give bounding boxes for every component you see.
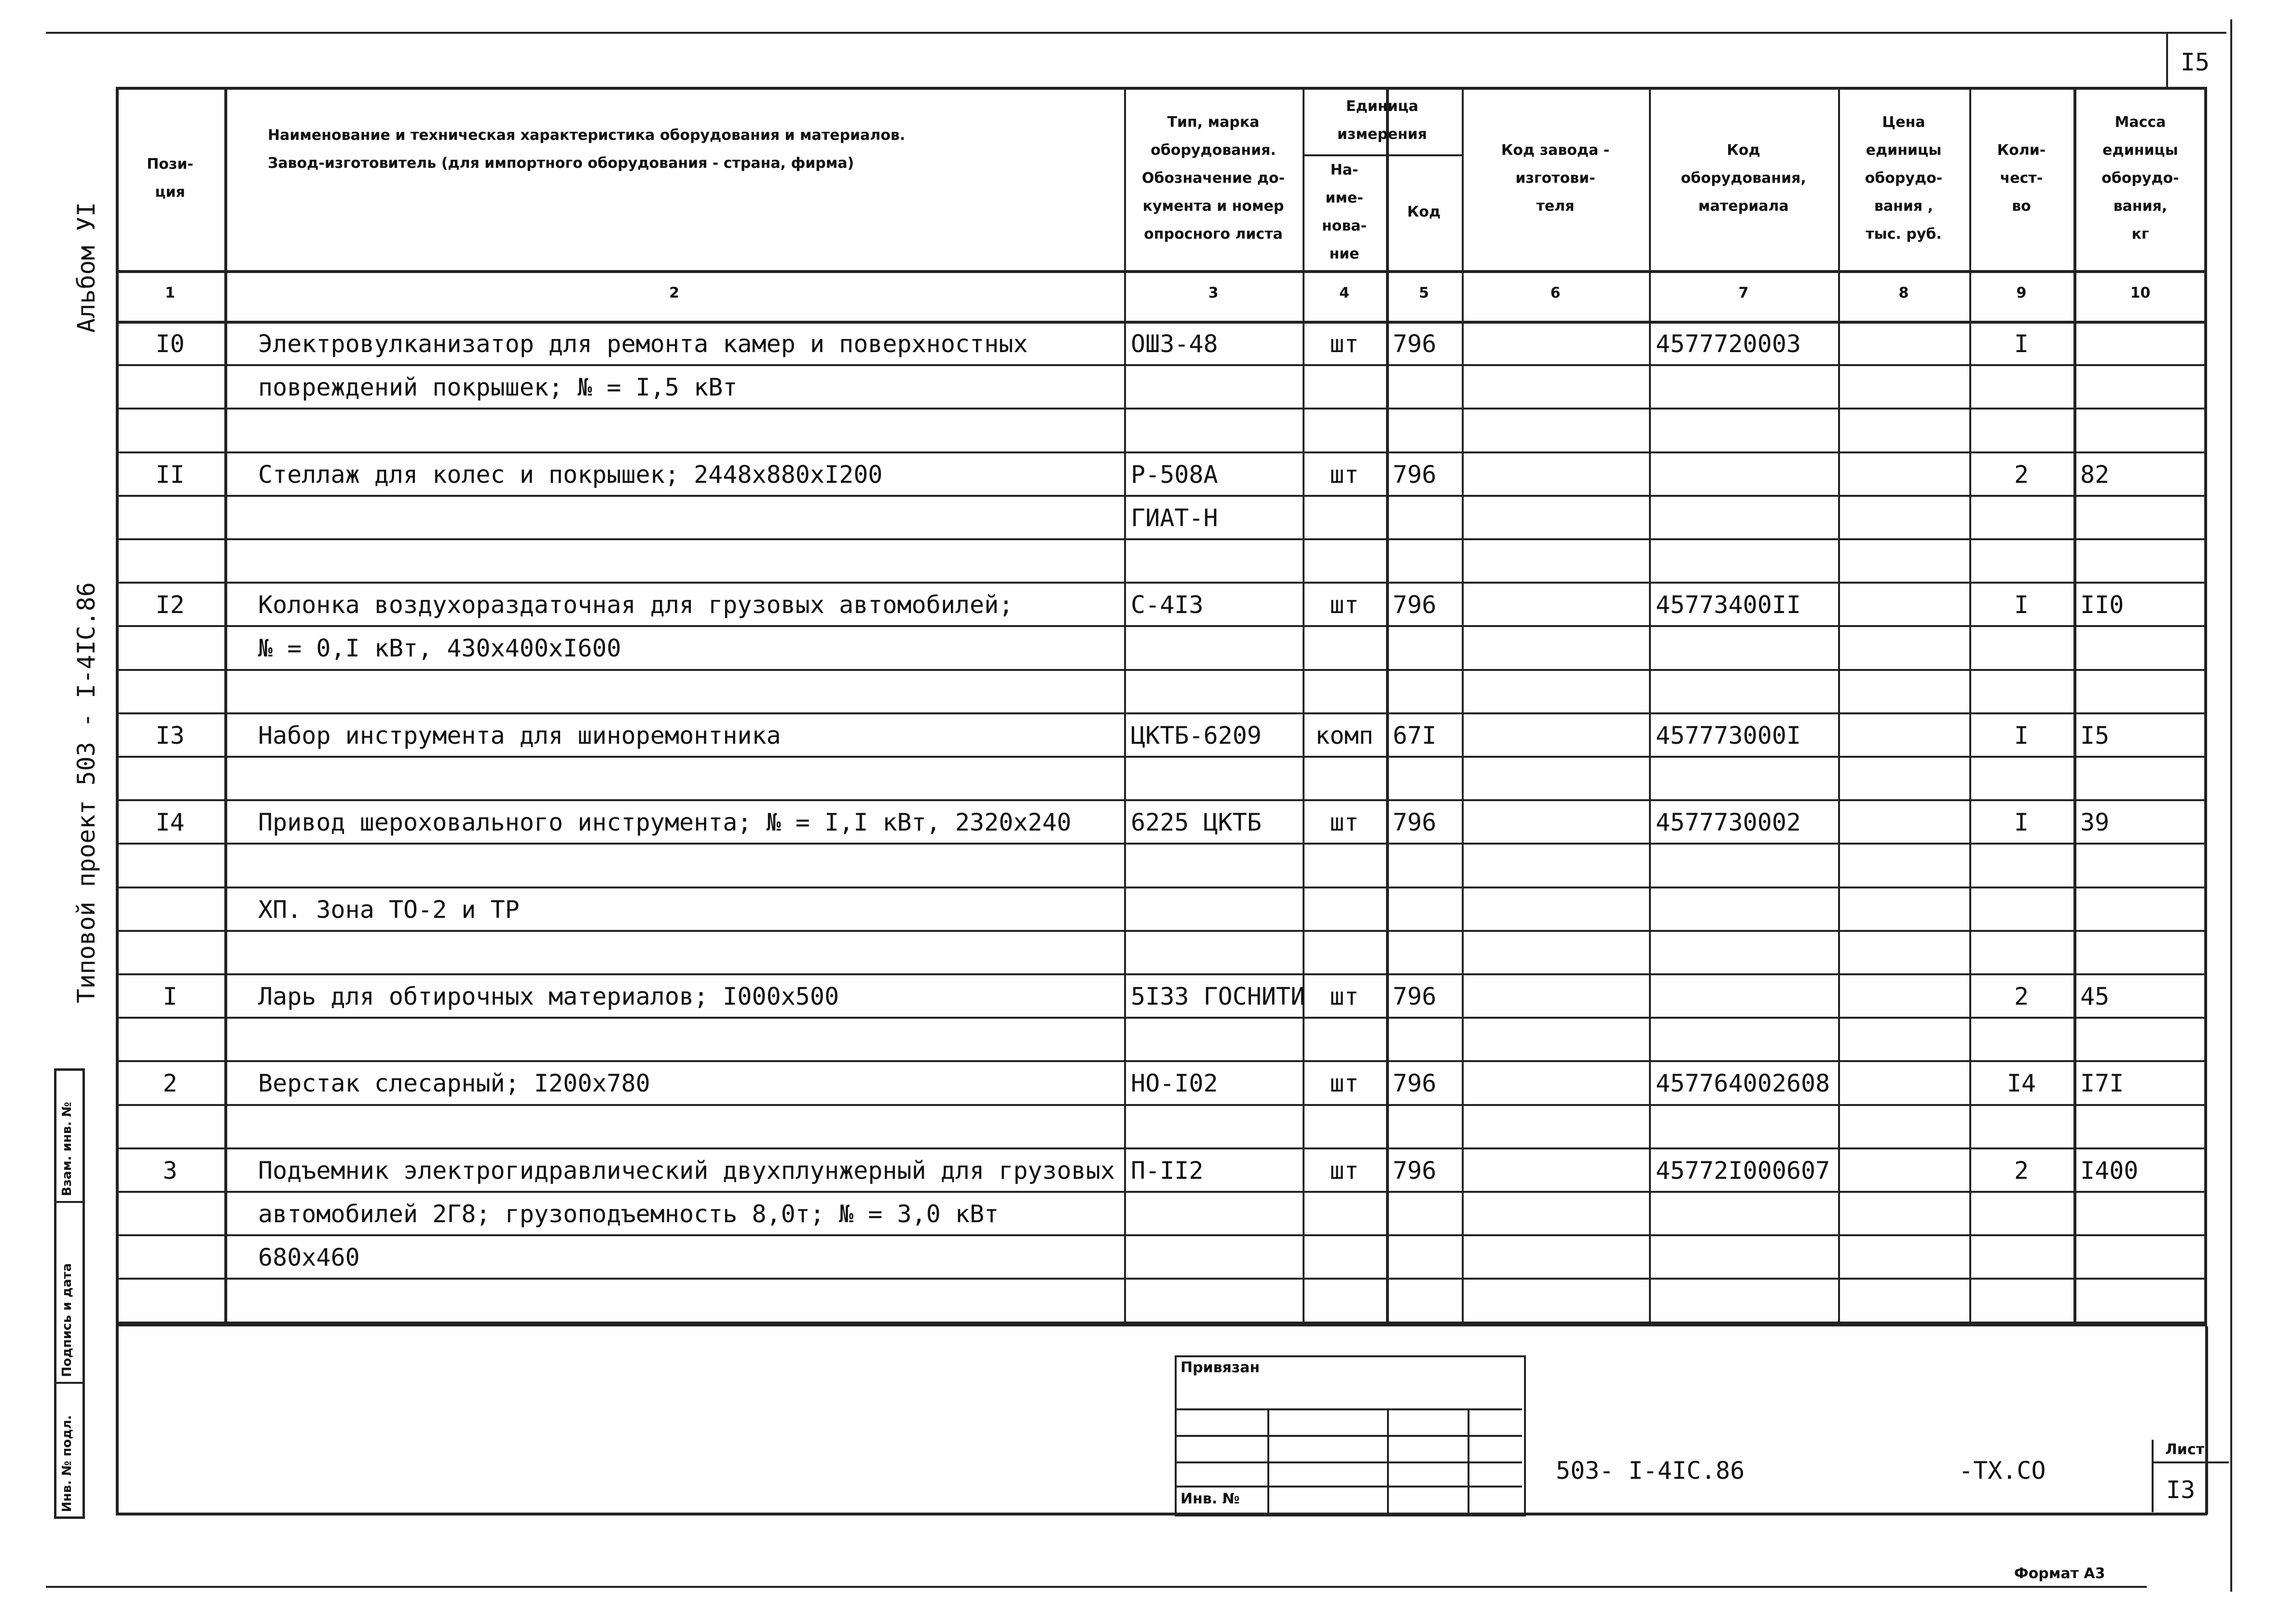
item-position: I [163,983,178,1010]
table-cell: 2 [2014,461,2029,489]
table-cell: 6225 ЦКТБ [1131,808,1262,836]
item-description: ХП. Зона ТО-2 и ТР [258,896,520,924]
header-type-line: Обозначение до- [1141,170,1285,187]
table-cell: 796 [1393,591,1437,619]
table-cell: 82 [2080,461,2110,489]
table-cell: 39 [2080,808,2110,836]
column-number: 4 [1339,285,1349,301]
header-type-line: опросного листа [1144,226,1283,243]
item-description: № = 0,I кВт, 430х400хI600 [258,634,621,662]
item-position: I2 [155,591,185,619]
column-number: 8 [1898,285,1909,301]
header-quantity-line: чест- [2000,170,2043,187]
table-cell: 796 [1393,330,1437,358]
column-number: 10 [2130,285,2151,301]
table-cell: шт [1330,983,1359,1010]
table-cell: 45 [2080,983,2110,1010]
table-cell: шт [1330,591,1359,619]
item-description: Верстак слесарный; I200х780 [258,1069,650,1097]
side-label-signature: Подпись и дата [60,1263,74,1377]
table-cell: 457764002608 [1656,1069,1830,1097]
top-edge-line [46,32,2226,34]
table-cell: I5 [2080,722,2110,750]
header-mass-line: Масса [2114,114,2166,131]
corner-box-left [2166,34,2168,87]
page-corner-number: I5 [2180,48,2210,76]
item-description: Стеллаж для колес и покрышек; 2448х880хI200 [258,461,883,489]
header-maker-code-line: Код завода - [1501,142,1610,159]
header-mass-line: кг [2131,226,2149,243]
sheet-label: Лист [2165,1441,2205,1458]
header-unit-name-line: На- [1330,162,1359,178]
side-label-inv: Инв. № подл. [60,1415,74,1512]
table-cell: I [2014,722,2029,750]
side-label-replace: Взам. инв. № [60,1102,74,1196]
table-cell: 796 [1393,461,1437,489]
header-type [1124,87,1303,270]
item-position: II [155,461,185,489]
column-number: 5 [1419,285,1429,301]
table-cell: шт [1330,1069,1359,1097]
header-unit-code-line: Код [1407,204,1441,220]
table-cell: шт [1330,1157,1359,1185]
doc-code-a: 503- I-4IC.86 [1556,1457,1745,1485]
header-quantity-line: Коли- [1997,142,2046,159]
table-cell: 796 [1393,808,1437,836]
table-cell: 796 [1393,1157,1437,1185]
table-cell: I400 [2080,1157,2139,1185]
table-cell: 4577720003 [1656,330,1801,358]
item-description: автомобилей 2Г8; грузоподъемность 8,0т; № = 3,0 кВт [258,1200,999,1228]
header-unit-name-line: име- [1325,190,1363,206]
header-type-line: Тип, марка [1167,114,1260,131]
table-cell: 2 [2014,983,2029,1010]
table-cell: II0 [2080,591,2124,619]
header-position-line: Пози- [147,156,193,173]
item-position: I3 [155,722,185,750]
header-maker-code [1462,87,1649,270]
header-mass-line: вания, [2113,198,2168,215]
header-name-line: Наименование и техническая характеристика оборудования и материалов. [268,127,906,144]
doc-code-b: -TX.CO [1959,1457,2046,1485]
header-position-line: ция [155,184,185,201]
table-cell: I [2014,591,2029,619]
column-number: 7 [1738,285,1749,301]
table-cell: 67I [1393,722,1437,750]
table-cell: НО-I02 [1131,1069,1218,1097]
header-unit-group [1303,87,1462,154]
item-description: Колонка воздухораздаточная для грузовых автомобилей; [258,591,1014,619]
table-cell: ГИАТ-Н [1131,504,1218,532]
header-equipment-code-line: Код [1727,142,1760,159]
header-unit-name-line: ние [1329,246,1359,262]
header-price-line: оборудо- [1865,170,1943,187]
format-label: Формат А3 [2014,1565,2105,1582]
header-equipment-code-line: материала [1698,198,1789,215]
table-cell: 45773400II [1656,591,1801,619]
table-cell: 2 [2014,1157,2029,1185]
table-cell: С-4I3 [1131,591,1204,619]
header-price [1838,87,1969,270]
right-edge-line [2230,19,2232,1592]
album-label: Альбом УI [72,202,100,333]
table-cell: 457773000I [1656,722,1801,750]
stamp-bound-label: Привязан [1181,1359,1260,1376]
column-number: 6 [1550,285,1561,301]
table-cell: 796 [1393,983,1437,1010]
header-type-line: кумента и номер [1142,198,1284,215]
header-mass [2073,87,2207,270]
table-cell: шт [1330,330,1359,358]
table-cell: П-II2 [1131,1157,1204,1185]
item-position: I0 [155,330,185,358]
header-price-line: вания , [1874,198,1934,215]
item-description: Набор инструмента для шиноремонтника [258,722,781,750]
table-cell: ЦКТБ-6209 [1131,722,1262,750]
bottom-edge-line [46,1586,2147,1588]
header-unit-name-line: нова- [1321,218,1367,234]
header-quantity-line: во [2012,198,2031,215]
header-unit-code [1386,154,1462,270]
table-cell: шт [1330,461,1359,489]
table-cell: 45772I000607 [1656,1157,1830,1185]
header-equipment-code-line: оборудования, [1681,170,1806,187]
header-price-line: единицы [1866,142,1942,159]
header-maker-code-line: изготови- [1515,170,1595,187]
header-unit-group-line: измерения [1337,126,1428,143]
sheet-number: I3 [2166,1476,2196,1504]
table-cell: I [2014,330,2029,358]
item-description: Электровулканизатор для ремонта камер и поверхностных [258,330,1028,358]
item-description: Ларь для обтирочных материалов; I000х500 [258,983,839,1010]
table-cell: I7I [2080,1069,2124,1097]
table-cell: комп [1315,722,1373,750]
item-description: повреждений покрышек; № = I,5 кВт [258,373,738,401]
item-position: 3 [163,1157,178,1185]
item-position: I4 [155,808,185,836]
header-mass-line: оборудо- [2101,170,2179,187]
table-cell: I [2014,808,2029,836]
table-cell: 796 [1393,1069,1437,1097]
table-cell: 5I33 ГОСНИТИ [1131,983,1305,1010]
item-position: 2 [163,1069,178,1097]
column-number: 1 [165,285,175,301]
header-position [116,87,224,270]
header-name [258,87,1124,212]
header-unit-group-line: Единица [1346,98,1418,115]
table-cell: Р-508А [1131,461,1218,489]
header-unit-name [1303,154,1386,270]
column-number: 3 [1208,285,1219,301]
project-label: Типовой проект 503 - I-4IC.86 [72,582,100,1003]
item-description: Подъемник электрогидравлический двухплунжерный для грузовых [258,1157,1115,1185]
header-type-line: оборудования. [1151,142,1276,159]
table-cell: I4 [2006,1069,2036,1097]
header-mass-line: единицы [2102,142,2178,159]
header-quantity [1969,87,2073,270]
column-number: 2 [669,285,679,301]
header-equipment-code [1649,87,1838,270]
item-description: 680х460 [258,1243,360,1271]
stamp-inv-label: Инв. № [1181,1490,1240,1507]
table-cell: ОШЗ-48 [1131,330,1218,358]
header-price-line: Цена [1882,114,1925,131]
header-maker-code-line: теля [1536,198,1575,215]
table-cell: шт [1330,808,1359,836]
header-name-line: Завод-изготовитель (для импортного оборудования - страна, фирма) [268,155,854,172]
table-cell: 4577730002 [1656,808,1801,836]
column-number: 9 [2016,285,2027,301]
item-description: Привод шероховального инструмента; № = I,I кВт, 2320х240 [258,808,1071,836]
header-price-line: тыс. руб. [1866,226,1942,243]
